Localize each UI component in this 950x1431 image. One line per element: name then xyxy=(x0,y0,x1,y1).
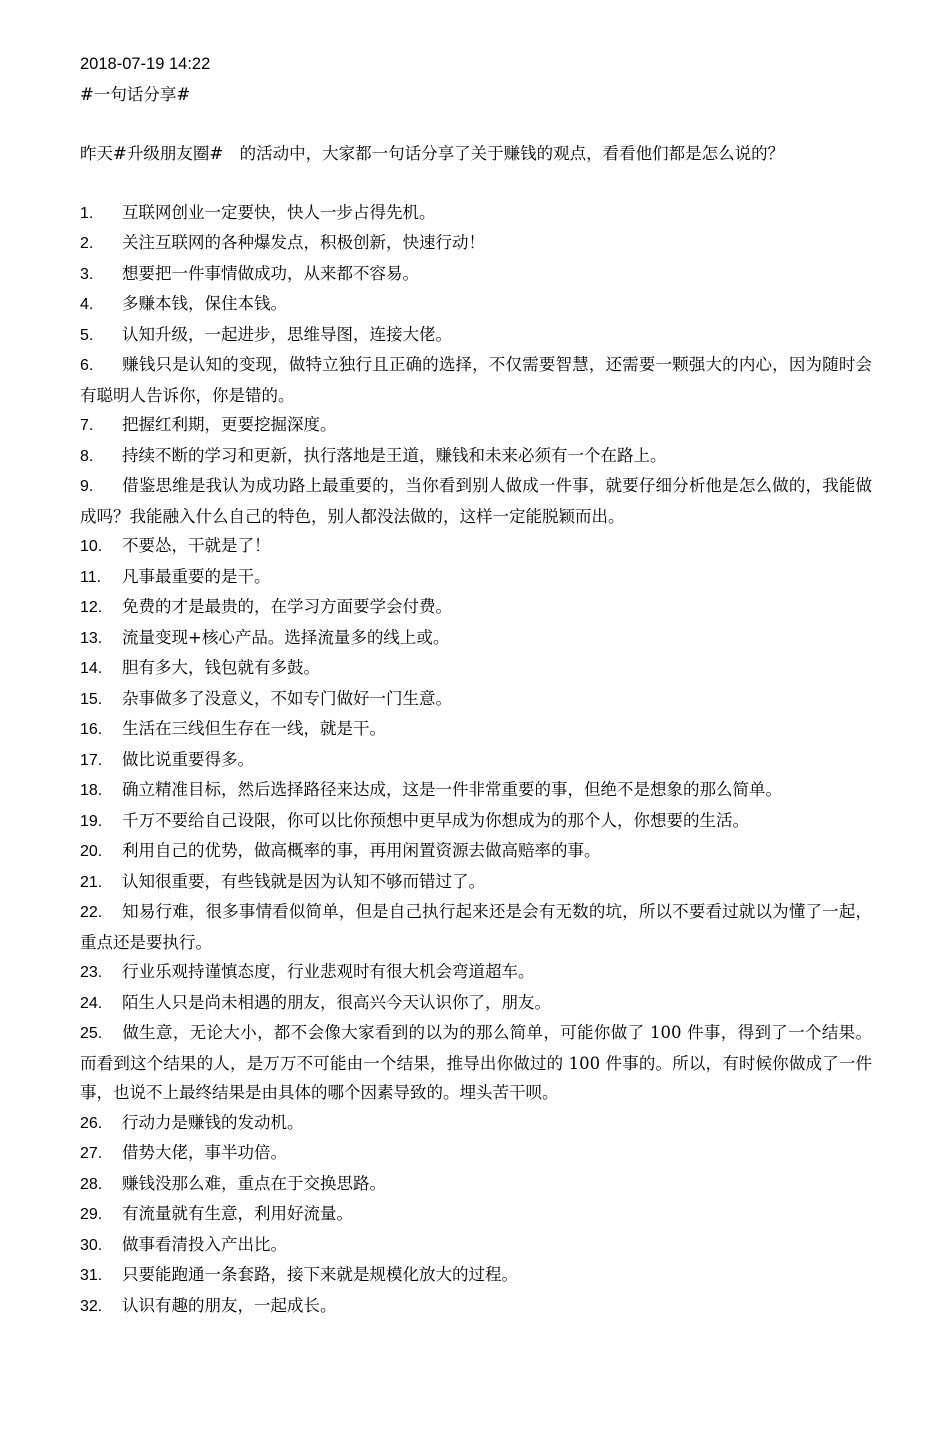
list-item xyxy=(80,684,872,715)
list-item-text: 不要怂，干就是了！ xyxy=(122,536,271,555)
list-item xyxy=(80,410,872,441)
list-item-text: 杂事做多了没意义，不如专门做好一门生意。 xyxy=(122,688,452,708)
list-item-text: 知易行难，很多事情看似简单，但是自己执行起来还是会有无数的坑，所以不要看过就以为懂了一起，重点还是要执行。 xyxy=(80,902,872,952)
quote-list xyxy=(80,198,872,1322)
list-item-text: 多赚本钱，保住本钱。 xyxy=(122,294,287,313)
list-item-number: 3. xyxy=(80,265,94,283)
list-item-number: 19. xyxy=(80,812,103,830)
list-item-number: 28. xyxy=(80,1175,103,1193)
list-item-text: 持续不断的学习和更新，执行落地是王道，赚钱和未来必须有一个在路上。 xyxy=(122,445,667,465)
list-item-number: 31. xyxy=(80,1267,103,1284)
list-item xyxy=(80,1230,872,1261)
list-item-text: 赚钱只是认知的变现，做特立独行且正确的选择，不仅需要智慧，还需要一颗强大的内心，因为随时会有聪明人告诉你，你是错的。 xyxy=(80,355,872,405)
list-item xyxy=(80,867,872,898)
list-item-number: 22. xyxy=(80,904,103,921)
blank-line xyxy=(80,168,872,198)
hashtag-title: #一句话分享# xyxy=(80,84,191,104)
list-item-number: 32. xyxy=(80,1297,103,1315)
post-datetime: 2018-07-19 14:22 xyxy=(80,55,211,73)
list-item-text: 赚钱没那么难，重点在于交换思路。 xyxy=(122,1173,386,1193)
list-item xyxy=(80,1291,872,1322)
list-item xyxy=(80,836,872,867)
list-item xyxy=(80,988,872,1019)
list-item-text: 凡事最重要的是干。 xyxy=(122,566,271,586)
list-item xyxy=(80,471,872,531)
list-item xyxy=(80,259,872,290)
list-item xyxy=(80,441,872,472)
list-item-text: 行业乐观持谨慎态度，行业悲观时有很大机会弯道超车。 xyxy=(122,962,535,981)
list-item xyxy=(80,1199,872,1230)
list-item-text: 认知升级，一起进步，思维导图，连接大佬。 xyxy=(122,324,452,344)
list-item-text: 关注互联网的各种爆发点，积极创新，快速行动！ xyxy=(122,233,485,252)
list-item-number: 25. xyxy=(80,1025,103,1042)
list-item-number: 11. xyxy=(80,568,102,586)
list-item xyxy=(80,1138,872,1169)
list-item-text: 借势大佬，事半功倍。 xyxy=(122,1143,287,1162)
list-item-text: 免费的才是最贵的，在学习方面要学会付费。 xyxy=(122,597,452,616)
list-item xyxy=(80,653,872,684)
list-item-number: 7. xyxy=(80,417,94,434)
list-item-number: 13. xyxy=(80,629,103,647)
list-item-text: 做生意，无论大小，都不会像大家看到的以为的那么简单，可能你做了 100 件事，得到了一个结果。而看到这个结果的人，是万万不可能由一个结果，推导出你做过的 100 件事的。所以，有时候你做成了一件事，也说不上最终结果是由具体的哪个因素导致的。埋头苦干呗。 xyxy=(80,1023,872,1102)
list-item xyxy=(80,289,872,320)
list-item-number: 20. xyxy=(80,843,103,860)
list-item-text: 胆有多大，钱包就有多鼓。 xyxy=(122,658,320,677)
list-item-number: 2. xyxy=(80,235,94,252)
list-item-text: 做事看清投入产出比。 xyxy=(122,1234,287,1254)
list-item-text: 生活在三线但生存在一线，就是干。 xyxy=(122,719,386,738)
list-item-text: 千万不要给自己设限，你可以比你预想中更早成为你想成为的那个人，你想要的生活。 xyxy=(122,810,749,830)
list-item xyxy=(80,1260,872,1291)
list-item-number: 21. xyxy=(80,873,103,891)
list-item-text: 利用自己的优势，做高概率的事，再用闲置资源去做高赔率的事。 xyxy=(122,841,601,860)
list-item-text: 有流量就有生意，利用好流量。 xyxy=(122,1204,353,1223)
list-item-text: 认知很重要，有些钱就是因为认知不够而错过了。 xyxy=(122,871,485,891)
list-item-text: 只要能跑通一条套路，接下来就是规模化放大的过程。 xyxy=(122,1265,518,1284)
list-item xyxy=(80,592,872,623)
list-item xyxy=(80,1108,872,1139)
list-item-text: 做比说重要得多。 xyxy=(122,749,254,769)
list-item xyxy=(80,198,872,229)
list-item xyxy=(80,1169,872,1200)
document-page xyxy=(80,50,872,1321)
list-item-text: 确立精准目标，然后选择路径来达成，这是一件非常重要的事，但绝不是想象的那么简单。 xyxy=(122,780,782,799)
list-item xyxy=(80,531,872,562)
list-item-number: 8. xyxy=(80,447,94,465)
list-item xyxy=(80,714,872,745)
list-item xyxy=(80,957,872,988)
list-item xyxy=(80,806,872,837)
list-item-text: 认识有趣的朋友，一起成长。 xyxy=(122,1295,337,1315)
intro-paragraph: 昨天#升级朋友圈# 的活动中，大家都一句话分享了关于赚钱的观点，看看他们都是怎么说的？ xyxy=(80,143,785,163)
list-item-text: 流量变现+核心产品。选择流量多的线上或。 xyxy=(122,627,450,647)
list-item-number: 30. xyxy=(80,1236,103,1254)
list-item-number: 26. xyxy=(80,1114,103,1132)
list-item xyxy=(80,623,872,654)
list-item-number: 23. xyxy=(80,964,103,981)
list-item-text: 想要把一件事情做成功，从来都不容易。 xyxy=(122,263,419,283)
list-item-number: 18. xyxy=(80,782,103,799)
list-item-number: 12. xyxy=(80,599,103,616)
list-item-number: 1. xyxy=(80,204,94,222)
blank-line xyxy=(80,109,872,139)
list-item-number: 16. xyxy=(80,721,103,738)
list-item-number: 29. xyxy=(80,1206,103,1223)
list-item-number: 10. xyxy=(80,538,103,555)
list-item xyxy=(80,562,872,593)
list-item xyxy=(80,228,872,259)
list-item-number: 17. xyxy=(80,751,103,769)
list-item-text: 行动力是赚钱的发动机。 xyxy=(122,1112,304,1132)
list-item-number: 14. xyxy=(80,660,103,677)
list-item-text: 把握红利期，更要挖掘深度。 xyxy=(122,415,337,434)
list-item-text: 借鉴思维是我认为成功路上最重要的，当你看到别人做成一件事，就要仔细分析他是怎么做的，我能做成吗？我能融入什么自己的特色，别人都没法做的，这样一定能脱颖而出。 xyxy=(80,476,872,526)
list-item-number: 15. xyxy=(80,690,103,708)
list-item-text: 互联网创业一定要快，快人一步占得先机。 xyxy=(122,202,436,222)
list-item xyxy=(80,350,872,410)
list-item xyxy=(80,320,872,351)
list-item-number: 6. xyxy=(80,357,94,374)
list-item xyxy=(80,897,872,957)
list-item-number: 27. xyxy=(80,1145,103,1162)
list-item xyxy=(80,745,872,776)
list-item-text: 陌生人只是尚未相遇的朋友，很高兴今天认识你了，朋友。 xyxy=(122,992,551,1012)
list-item-number: 9. xyxy=(80,478,94,495)
list-item-number: 24. xyxy=(80,994,103,1012)
list-item xyxy=(80,775,872,806)
list-item xyxy=(80,1018,872,1108)
list-item-number: 4. xyxy=(80,296,94,313)
list-item-number: 5. xyxy=(80,326,94,344)
